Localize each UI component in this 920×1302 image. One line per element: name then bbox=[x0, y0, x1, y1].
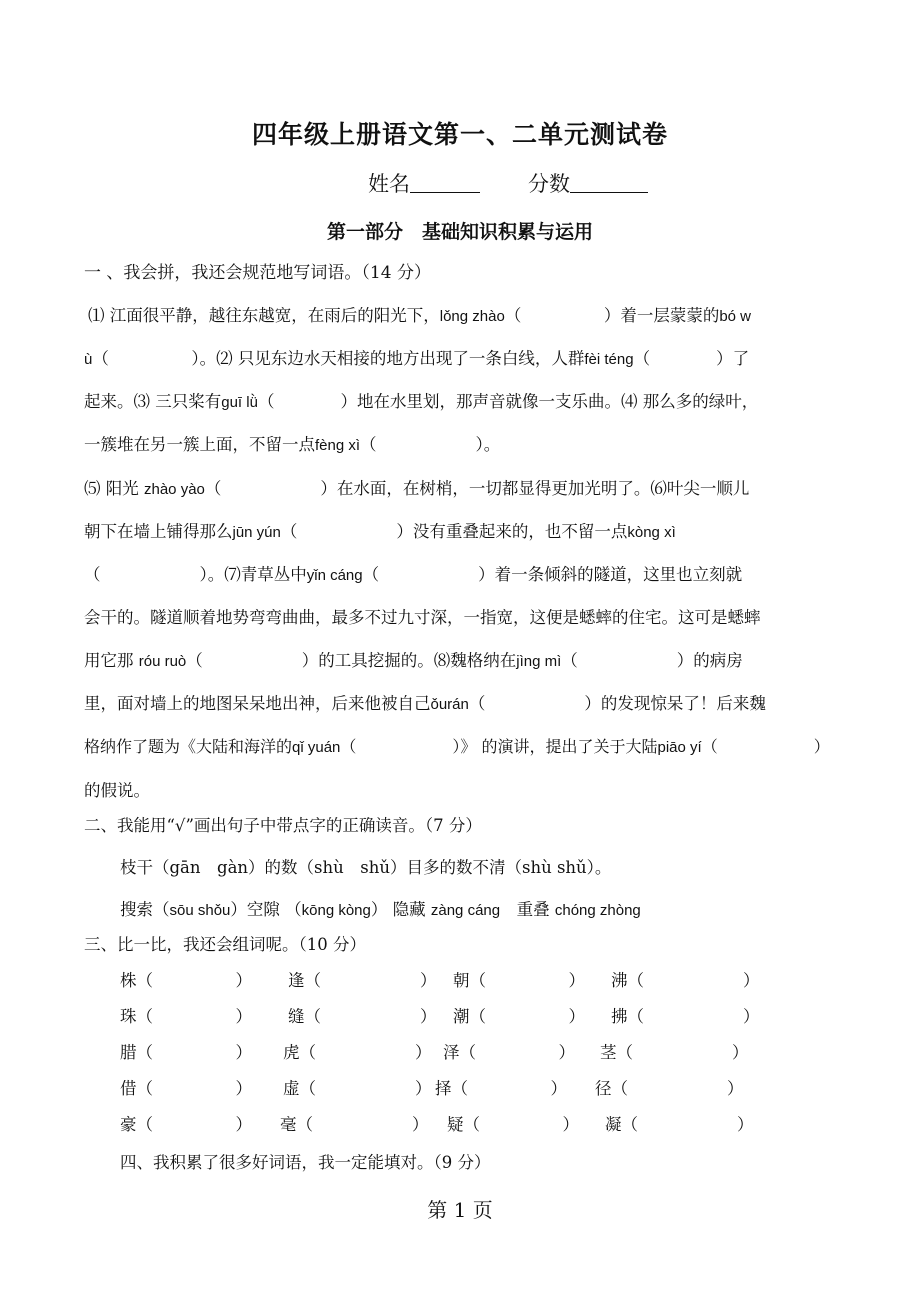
answer-blank[interactable]: （ ）的病房 bbox=[561, 651, 743, 670]
q1-text: 里，面对墙上的地图呆呆地出神，后来他被自己 bbox=[84, 694, 431, 713]
page-number: 第 1 页 bbox=[427, 1198, 493, 1222]
answer-blank[interactable]: （ ）了 bbox=[633, 349, 750, 368]
answer-blank[interactable]: （ ）着一条倾斜的隧道，这里也立刻就 bbox=[362, 565, 743, 584]
answer-blank[interactable]: （ ）的工具挖掘的。⑻魏格纳在 bbox=[186, 651, 517, 670]
q1-text: 朝下在墙上铺得那么 bbox=[84, 522, 233, 541]
q2-text: ）空隙 （ bbox=[230, 900, 302, 919]
q1-text: 格纳作了题为《大陆和海洋的 bbox=[84, 737, 293, 756]
answer-blank[interactable]: （ ）地在水里划，那声音就像一支乐曲。⑷ 那么多的绿叶， bbox=[257, 392, 759, 411]
q1-line-3 bbox=[84, 391, 758, 414]
name-label: 姓名 bbox=[368, 172, 410, 196]
pinyin: róu ruò bbox=[138, 653, 187, 670]
name-score-line bbox=[368, 170, 648, 198]
word-cell[interactable]: 逢（ ） bbox=[288, 971, 437, 990]
answer-blank[interactable]: （ ）的发现惊呆了！后来魏 bbox=[468, 694, 766, 713]
q2-text: 重叠 bbox=[500, 900, 550, 919]
q1-text: ⑸ 阳光 bbox=[84, 479, 139, 498]
pinyin-choice[interactable]: zàng cáng bbox=[430, 902, 501, 919]
word-cell[interactable]: 虚（ ） bbox=[283, 1079, 432, 1098]
pinyin: jìng mì bbox=[516, 653, 562, 670]
pinyin: lǒng zhào bbox=[439, 308, 505, 325]
answer-blank[interactable]: （ ）》 的演讲，提出了关于大陆 bbox=[340, 737, 658, 756]
pinyin: piāo yí bbox=[657, 739, 702, 756]
word-cell[interactable]: 腊（ ） bbox=[120, 1043, 252, 1062]
q1-line-10 bbox=[84, 693, 766, 716]
pinyin: yǐn cáng bbox=[306, 567, 363, 584]
pinyin: fèng xì bbox=[315, 437, 361, 454]
q1-line-4 bbox=[84, 434, 500, 457]
part1-heading: 第一部分 基础知识积累与运用 bbox=[326, 221, 593, 243]
word-cell[interactable]: 朝（ ） bbox=[453, 971, 585, 990]
q1-line-9 bbox=[84, 650, 743, 673]
word-cell[interactable]: 豪（ ） bbox=[120, 1115, 252, 1134]
page-title: 四年级上册语文第一、二单元测试卷 bbox=[251, 120, 668, 149]
answer-blank[interactable]: （ ）在水面，在树梢，一切都显得更加光明了。⑹叶尖一顺儿 bbox=[204, 479, 750, 498]
pinyin: zhào yào bbox=[144, 481, 205, 498]
q1-text: 起来。⑶ 三只桨有 bbox=[84, 392, 222, 411]
q2-line-2 bbox=[120, 899, 641, 922]
word-cell[interactable]: 泽（ ） bbox=[443, 1043, 575, 1062]
word-cell[interactable]: 潮（ ） bbox=[453, 1007, 585, 1026]
word-cell[interactable]: 茎（ ） bbox=[600, 1043, 749, 1062]
q2-heading: 二、我能用“√”画出句子中带点字的正确读音。（7 分） bbox=[84, 816, 482, 835]
word-cell[interactable]: 拂（ ） bbox=[611, 1007, 760, 1026]
pinyin: qǐ yuán bbox=[292, 739, 341, 756]
q3-heading: 三、比一比，我还会组词呢。（10 分） bbox=[84, 935, 366, 954]
q2-line-1[interactable]: 枝干（gān gàn）的数（shù shǔ）目多的数不清（shù shǔ）。 bbox=[120, 858, 612, 877]
score-blank[interactable] bbox=[570, 170, 648, 193]
answer-blank[interactable]: （ ）。⑵ 只见东边水天相接的地方出现了一条白线，人群 bbox=[92, 349, 585, 368]
name-blank[interactable] bbox=[410, 170, 480, 193]
word-cell[interactable]: 沸（ ） bbox=[611, 971, 760, 990]
q1-line-11 bbox=[84, 736, 830, 759]
answer-blank[interactable]: （ ）。 bbox=[360, 435, 501, 454]
q1-line-2 bbox=[84, 348, 749, 371]
word-cell[interactable]: 凝（ ） bbox=[605, 1115, 754, 1134]
word-cell[interactable]: 径（ ） bbox=[595, 1079, 744, 1098]
q4-heading: 四、我积累了很多好词语，我一定能填对。（9 分） bbox=[120, 1153, 491, 1172]
score-label: 分数 bbox=[528, 172, 570, 196]
word-cell[interactable]: 珠（ ） bbox=[120, 1007, 252, 1026]
word-cell[interactable]: 毫（ ） bbox=[280, 1115, 429, 1134]
pinyin: kòng xì bbox=[627, 524, 676, 541]
q1-line-1 bbox=[88, 305, 751, 328]
word-cell[interactable]: 借（ ） bbox=[120, 1079, 252, 1098]
pinyin: ù bbox=[84, 351, 93, 368]
pinyin-choice[interactable]: chóng zhòng bbox=[554, 902, 641, 919]
q1-line-8: 会干的。隧道顺着地势弯弯曲曲，最多不过九寸深，一指宽，这便是蟋蟀的住宅。这可是蟋蟀 bbox=[84, 608, 761, 627]
q1-text: 用它那 bbox=[84, 651, 134, 670]
q2-text: ） 隐藏 bbox=[370, 900, 426, 919]
answer-blank[interactable]: （ ） bbox=[701, 737, 830, 756]
q1-line-5 bbox=[84, 478, 749, 501]
pinyin: guī lǜ bbox=[221, 394, 258, 411]
pinyin-choice[interactable]: kōng kòng bbox=[301, 902, 371, 919]
q1-line-6 bbox=[84, 521, 676, 544]
word-cell[interactable]: 虎（ ） bbox=[283, 1043, 432, 1062]
q1-heading: 一 、我会拼，我还会规范地写词语。（14 分） bbox=[84, 263, 431, 283]
word-cell[interactable]: 缝（ ） bbox=[288, 1007, 437, 1026]
answer-blank[interactable]: （ ）没有重叠起来的，也不留一点 bbox=[280, 522, 628, 541]
answer-blank[interactable]: （ ）。⑺青草丛中 bbox=[84, 565, 307, 584]
pinyin-choice[interactable]: sōu shǒu bbox=[169, 902, 231, 919]
q1-line-12: 的假说。 bbox=[84, 781, 150, 800]
word-cell[interactable]: 疑（ ） bbox=[447, 1115, 579, 1134]
pinyin: ǒurán bbox=[430, 696, 469, 713]
answer-blank[interactable]: （ ）着一层蒙蒙的 bbox=[504, 306, 720, 325]
q1-text: ⑴ 江面很平静，越往东越宽，在雨后的阳光下， bbox=[88, 306, 440, 325]
q1-text: 一簇堆在另一簇上面，不留一点 bbox=[84, 435, 315, 454]
pinyin: jūn yún bbox=[232, 524, 281, 541]
word-cell[interactable]: 择（ ） bbox=[435, 1079, 567, 1098]
q2-text: 搜索（ bbox=[120, 900, 170, 919]
word-cell[interactable]: 株（ ） bbox=[120, 971, 252, 990]
q1-line-7 bbox=[84, 564, 742, 587]
pinyin: fèi téng bbox=[584, 351, 634, 368]
pinyin: bó w bbox=[719, 308, 751, 325]
